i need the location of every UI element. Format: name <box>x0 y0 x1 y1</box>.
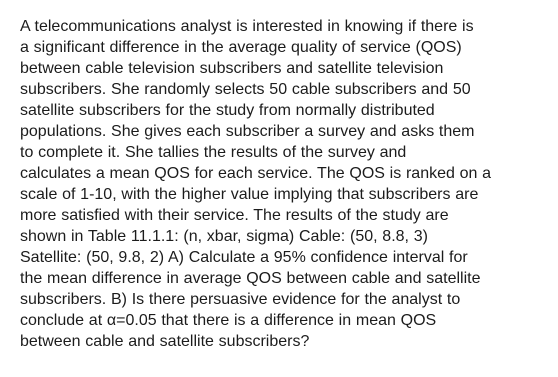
question-line: between cable television subscribers and satellite television <box>20 60 444 77</box>
question-line: the mean difference in average QOS between cable and satellite <box>20 270 481 287</box>
question-line: populations. She gives each subscriber a survey and asks them <box>20 123 475 140</box>
question-line: conclude at α=0.05 that there is a difference in mean QOS <box>20 312 437 329</box>
question-line: A telecommunications analyst is interested in knowing if there is <box>20 18 474 35</box>
question-line: a significant difference in the average quality of service (QOS) <box>20 39 462 56</box>
question-line: subscribers. B) Is there persuasive evidence for the analyst to <box>20 291 461 308</box>
question-line: scale of 1-10, with the higher value implying that subscribers are <box>20 186 479 203</box>
question-line: to complete it. She tallies the results of the survey and <box>20 144 407 161</box>
question-line: Satellite: (50, 9.8, 2) A) Calculate a 95% confidence interval for <box>20 249 468 266</box>
question-line: satellite subscribers for the study from normally distributed <box>20 102 435 119</box>
question-line: subscribers. She randomly selects 50 cable subscribers and 50 <box>20 81 471 98</box>
question-line: shown in Table 11.1.1: (n, xbar, sigma) Cable: (50, 8.8, 3) <box>20 228 428 245</box>
question-line: between cable and satellite subscribers? <box>20 333 310 350</box>
question-paragraph <box>20 16 540 352</box>
question-line: calculates a mean QOS for each service. The QOS is ranked on a <box>20 165 492 182</box>
question-line: more satisfied with their service. The results of the study are <box>20 207 449 224</box>
